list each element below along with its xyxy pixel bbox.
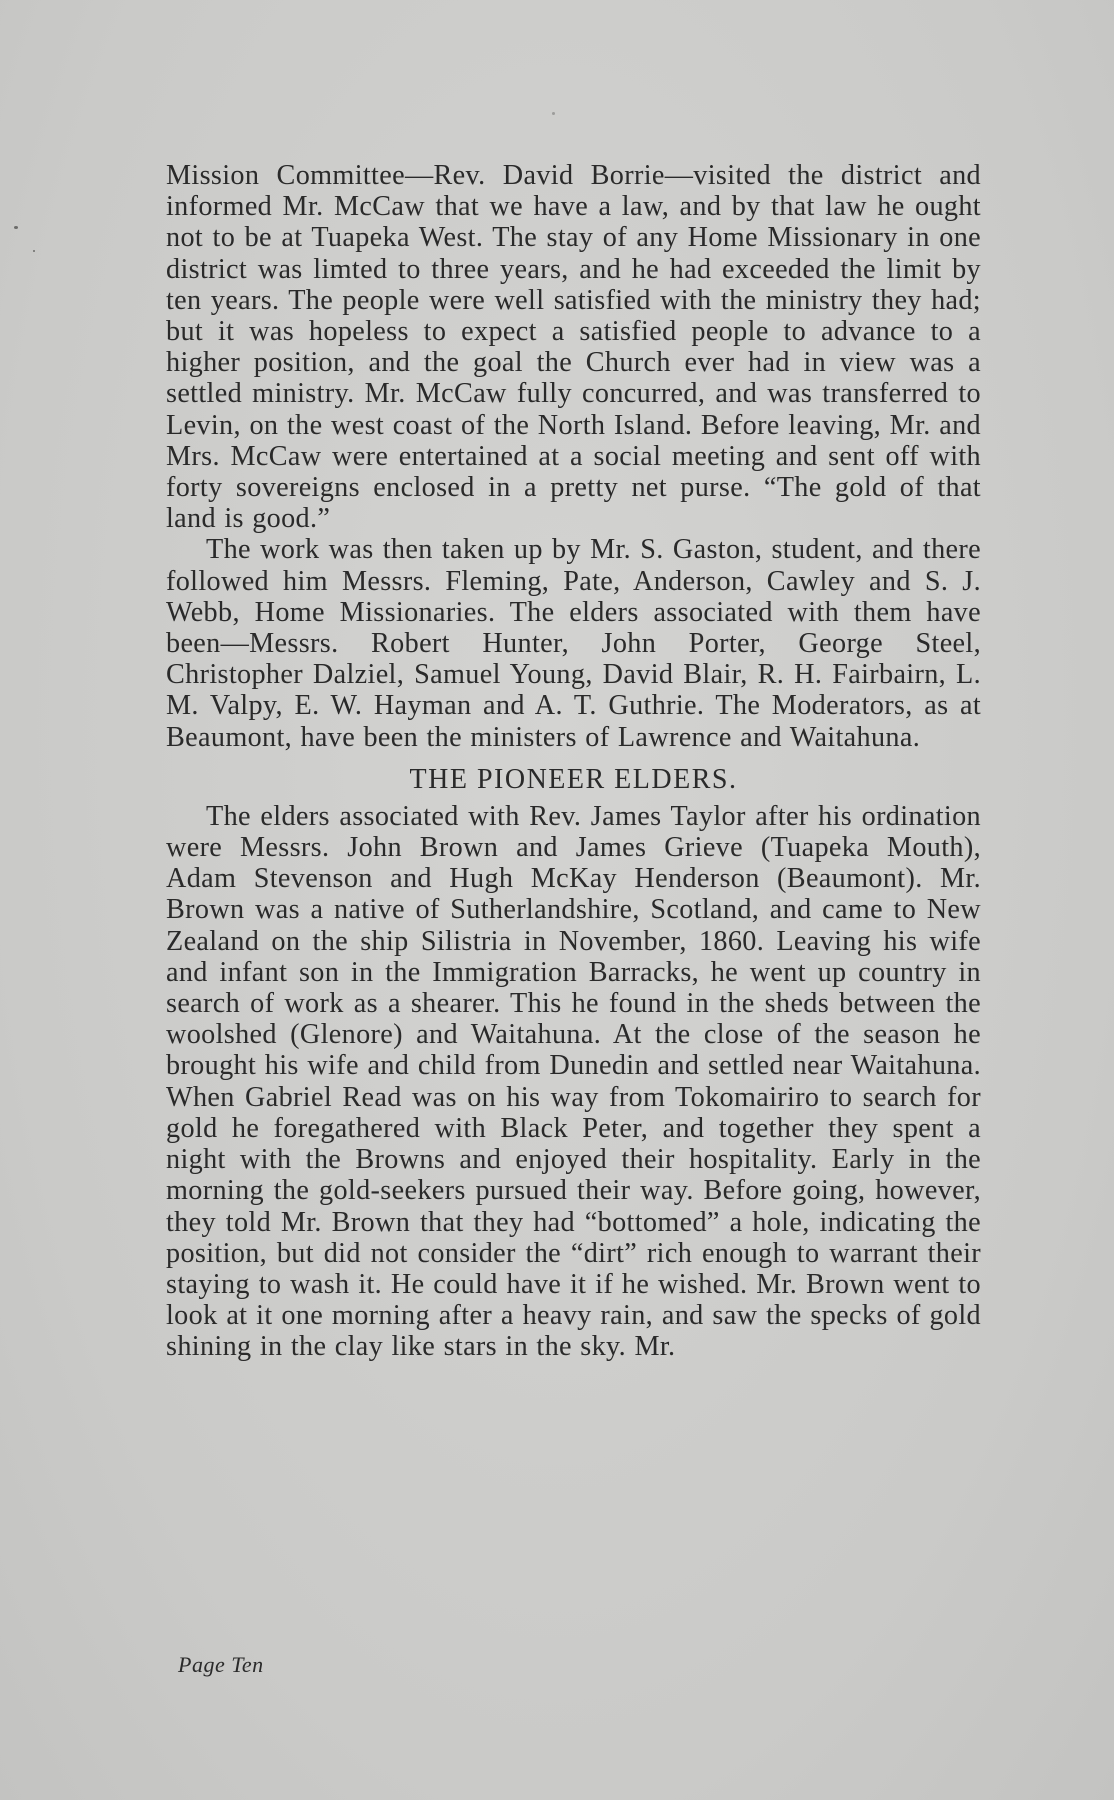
paper-speck [33,250,35,252]
paper-speck [552,112,555,115]
paper-speck [14,226,18,229]
section-paragraph: The elders associated with Rev. James Taylor after his ordination were Messrs. John Brown and James Grieve (Tuapeka Mouth), Adam Stevenson and Hugh McKay Henderson (Beaumont). Mr. Brown was a native of Sutherlandshire, Scotland, and came to New Zealand on the ship Silistria in November, 1860. Leaving his wife and infant son in the Immigration Barracks, he went up country in search of work as a shearer. This he found in the sheds between the woolshed (Glenore) and Waitahuna. At the close of the season he brought his wife and child from Dunedin and settled near Waitahuna. When Gabriel Read was on his way from Tokomairiro to search for gold he foregathered with Black Peter, and together they spent a night with the Browns and enjoyed their hospitality. Early in the morning the gold-seekers pursued their way. Before going, however, they told Mr. Brown that they had “bottomed” a hole, indicating the position, but did not consider the “dirt” rich enough to warrant their staying to wash it. He could have it if he wished. Mr. Brown went to look at it one morning after a heavy rain, and saw the specks of gold shining in the clay like stars in the sky. Mr. [166,800,981,1363]
body-paragraph: The work was then taken up by Mr. S. Gaston, student, and there followed him Messrs. Fleming, Pate, Anderson, Cawley and S. J. Webb, Home Missionaries. The elders associated with them have been—Messrs. Robert Hunter, John Porter, George Steel, Christopher Dalziel, Samuel Young, David Blair, R. H. Fairbairn, L. M. Valpy, E. W. Hayman and A. T. Guthrie. The Moderators, as at Beaumont, have been the ministers of Lawrence and Waitahuna. [166,534,981,753]
section-heading: THE PIONEER ELDERS. [409,763,738,795]
body-paragraph-continued: Mission Committee—Rev. David Borrie—visited the district and informed Mr. McCaw that we have a law, and by that law he ought not to be at Tuapeka West. The stay of any Home Missionary in one district was limted to three years, and he had exceeded the limit by ten years. The people were well satisfied with the ministry they had; but it was hopeless to expect a satisfied people to advance to a higher position, and the goal the Church ever had in view was a settled ministry. Mr. McCaw fully concurred, and was transferred to Levin, on the west coast of the North Island. Before leaving, Mr. and Mrs. McCaw were entertained at a social meeting and sent off with forty sovereigns enclosed in a pretty net purse. “The gold of that land is good.” [166,160,981,535]
text-column [166,160,981,1363]
page-number-footer: Page Ten [178,1652,264,1677]
